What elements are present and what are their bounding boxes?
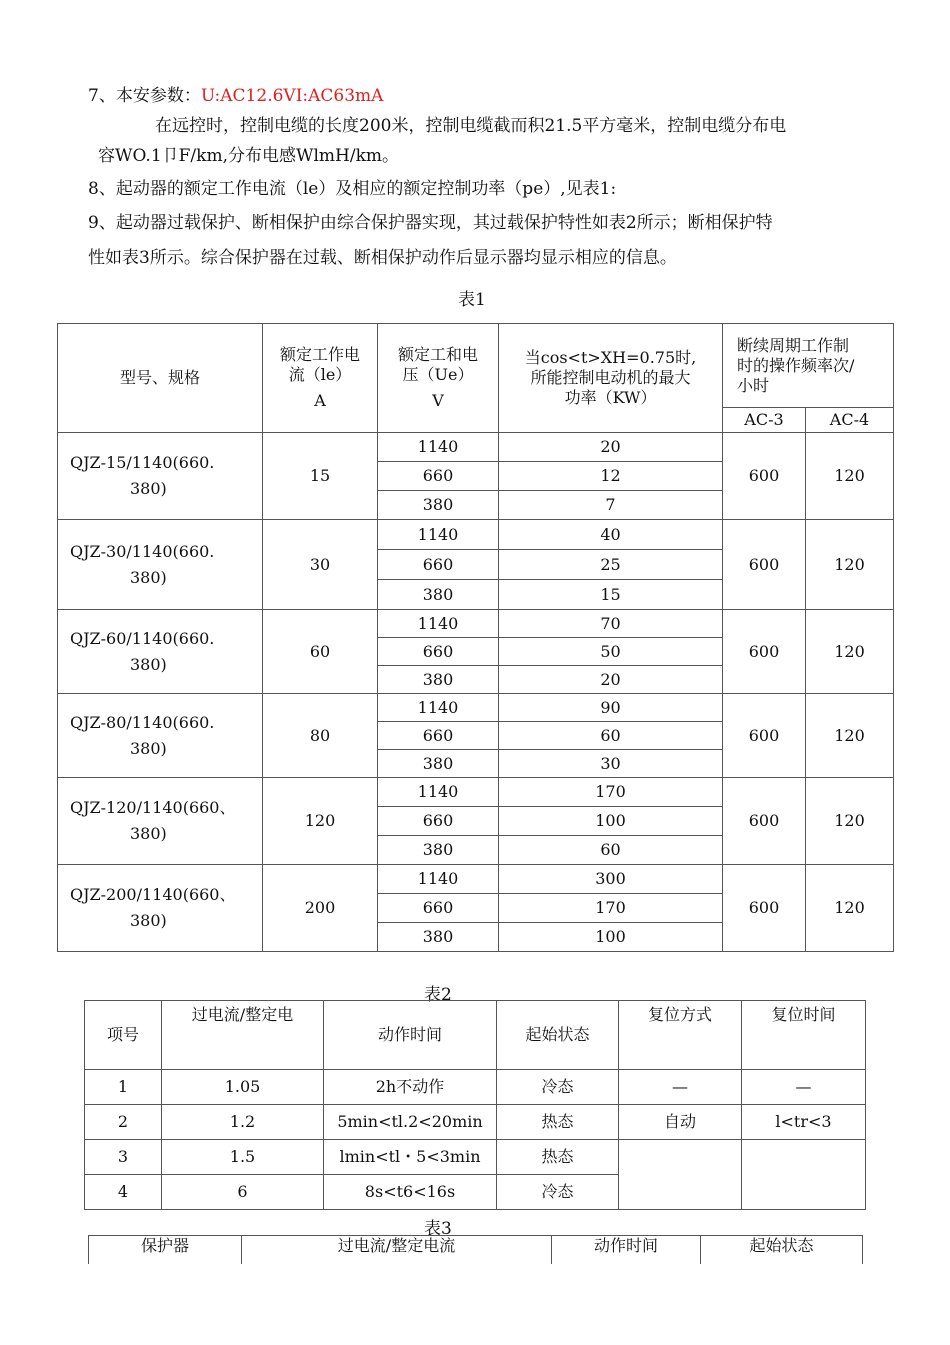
t2-state: 冷态: [497, 1175, 619, 1210]
t1-power-cell: [499, 520, 723, 610]
t1-header-current: 额定工作电 流（le） A: [263, 324, 378, 433]
t1-voltage: 660: [378, 806, 498, 835]
t1-current-cell: 15: [263, 433, 378, 520]
t2-state: 热态: [497, 1105, 619, 1140]
t1-model-cell: [58, 433, 263, 520]
t1-voltage: 660: [378, 893, 498, 922]
t1-power: 60: [499, 835, 722, 864]
t1-power: 300: [595, 869, 626, 888]
t1-model-b: 380): [130, 567, 167, 587]
t1-voltage: 1140: [417, 614, 459, 633]
table-row: [85, 1070, 866, 1105]
t1-power-cell: [499, 694, 723, 778]
t3-header-state: 起始状态: [701, 1236, 863, 1264]
p9-line2: 性如表3所示。综合保护器在过载、断相保护动作后显示器均显示相应的信息。: [88, 248, 677, 268]
t1-voltage: 1140: [417, 869, 459, 888]
p7-line3: 容WO.1卩F/km,分布电感WlmH/km。: [98, 146, 399, 166]
t1-model-a: QJZ-30/1140(660.: [70, 541, 215, 561]
t1-model-cell: [58, 610, 263, 694]
t2-item: 4: [85, 1175, 162, 1210]
t1-power: 25: [499, 549, 722, 579]
t1-current-cell: 60: [263, 610, 378, 694]
paragraph-8: 8、起动器的额定工作电流（le）及相应的额定控制功率（pe）,见表1:: [88, 179, 617, 199]
t1-power: 7: [499, 490, 722, 519]
t1-voltage-cell: [378, 865, 499, 952]
t1-voltage: 380: [378, 922, 498, 951]
t1-voltage-cell: [378, 520, 499, 610]
t1-power: 30: [499, 749, 722, 777]
t1-power-cell: [499, 433, 723, 520]
t1-power: 20: [499, 665, 722, 693]
table3-caption: 表3: [424, 1219, 452, 1239]
t1-header-voltage: 额定工和电 压（Ue） V: [378, 324, 499, 433]
t1-power: 12: [499, 461, 722, 490]
t1-model-a: QJZ-200/1140(660、: [70, 885, 236, 904]
t1-header-ac3: AC-3: [723, 408, 806, 433]
t1-voltage-cell: [378, 433, 499, 520]
t1-current-cell: 200: [263, 865, 378, 952]
t1-power: 100: [499, 922, 722, 951]
t1-model-b: 380): [130, 654, 167, 674]
t2-state: 冷态: [497, 1070, 619, 1105]
t1-power: 20: [600, 437, 621, 456]
t1-voltage-cell: [378, 694, 499, 778]
t1-ac4-cell: 120: [806, 778, 894, 865]
t1-model-a: QJZ-80/1140(660.: [70, 712, 215, 732]
table-row: [58, 610, 894, 694]
t1-power-cell: [499, 778, 723, 865]
t2-ratio: 1.2: [162, 1105, 324, 1140]
t1-model-cell: [58, 778, 263, 865]
t2-header-state: 起始状态: [497, 1001, 619, 1070]
t1-voltage: 1140: [417, 525, 459, 544]
t2-header-reset: 复位方式: [619, 1001, 742, 1070]
p9-line1: 9、起动器过载保护、断相保护由综合保护器实现，其过载保护特性如表2所示；断相保护特: [88, 213, 773, 233]
t1-header-frequency: 断续周期工作制 时的操作频率次/ 小时: [723, 324, 894, 408]
table-1: [57, 323, 894, 952]
t1-model-b: 380): [130, 738, 167, 758]
t1-model-cell: [58, 520, 263, 610]
t1-model-cell: [58, 694, 263, 778]
t1-voltage: 660: [378, 549, 498, 579]
t2-reset-time-empty: [742, 1140, 866, 1210]
t1-ac3-cell: 600: [723, 610, 806, 694]
t1-voltage: 380: [378, 579, 498, 609]
t1-voltage: 1140: [417, 698, 459, 717]
t1-ac3-cell: 600: [723, 520, 806, 610]
t1-model-a: QJZ-15/1140(660.: [70, 453, 215, 472]
table-row: [85, 1140, 866, 1175]
t1-power: 60: [499, 721, 722, 749]
t1-power-cell: [499, 610, 723, 694]
t1-power-cell: [499, 865, 723, 952]
t1-voltage: 660: [378, 721, 498, 749]
p7-label: 7、本安参数：: [88, 86, 201, 106]
t2-reset-time: —: [742, 1070, 866, 1105]
t1-power: 170: [499, 893, 722, 922]
t1-ac3-cell: 600: [723, 865, 806, 952]
t1-ac4-cell: 120: [806, 865, 894, 952]
p7-line2: 在远控时，控制电缆的长度200米，控制电缆截而积21.5平方毫米，控制电缆分布电: [155, 116, 787, 136]
t1-current-cell: 30: [263, 520, 378, 610]
t2-ratio: 1.5: [162, 1140, 324, 1175]
t1-voltage-cell: [378, 610, 499, 694]
t1-power: 15: [499, 579, 722, 609]
t3-header-ratio: 过电流/整定电流: [242, 1236, 552, 1264]
t1-voltage: 1140: [417, 782, 459, 801]
t1-ac4-cell: 120: [806, 520, 894, 610]
table-row: [58, 520, 894, 610]
t1-voltage: 380: [378, 490, 498, 519]
t2-ratio: 6: [162, 1175, 324, 1210]
table-row: [58, 433, 894, 520]
paragraph-7: [88, 84, 383, 108]
t1-model-b: 380): [130, 824, 167, 843]
table-2: [84, 1000, 866, 1210]
t2-item: 3: [85, 1140, 162, 1175]
t1-header-ac4: AC-4: [806, 408, 894, 433]
t2-item: 1: [85, 1070, 162, 1105]
t1-model-b: 380): [130, 911, 167, 930]
t2-reset: —: [619, 1070, 742, 1105]
t1-ac3-cell: 600: [723, 778, 806, 865]
t3-header-time: 动作时间: [552, 1236, 701, 1264]
t1-header-power: 当cos<t>XH=0.75时, 所能控制电动机的最大 功率（KW）: [499, 324, 723, 433]
table1-caption: 表1: [458, 290, 486, 310]
t1-voltage: 380: [378, 835, 498, 864]
t1-model-a: QJZ-120/1140(660、: [70, 798, 236, 817]
t1-voltage: 380: [378, 749, 498, 777]
t1-header-model: 型号、规格: [58, 324, 263, 433]
t2-state: 热态: [497, 1140, 619, 1175]
t2-reset-empty: [619, 1140, 742, 1210]
t1-voltage: 660: [378, 637, 498, 665]
t1-power: 70: [600, 614, 621, 633]
t1-model-a: QJZ-60/1140(660.: [70, 628, 215, 648]
t2-time: 5min<tl.2<20min: [324, 1105, 497, 1140]
t1-current-cell: 120: [263, 778, 378, 865]
t1-power: 50: [499, 637, 722, 665]
t1-voltage: 1140: [417, 437, 459, 456]
t1-ac3-cell: 600: [723, 433, 806, 520]
table-row: [58, 778, 894, 865]
t2-ratio: 1.05: [162, 1070, 324, 1105]
table-row: [58, 694, 894, 778]
t1-current-cell: 80: [263, 694, 378, 778]
t1-ac4-cell: 120: [806, 694, 894, 778]
t2-header-reset-time: 复位时间: [742, 1001, 866, 1070]
t3-header-protector: 保护器: [89, 1236, 242, 1264]
t1-model-b: 380): [130, 479, 167, 498]
p7-value: U:AC12.6VI:AC63mA: [200, 86, 384, 106]
t2-time: 8s<t6<16s: [324, 1175, 497, 1210]
table-3: [88, 1235, 863, 1264]
t2-time: lmin<tl・5<3min: [324, 1140, 497, 1175]
t1-model-cell: [58, 865, 263, 952]
t1-power: 170: [595, 782, 626, 801]
t2-item: 2: [85, 1105, 162, 1140]
t1-power: 100: [499, 806, 722, 835]
t1-ac3-cell: 600: [723, 694, 806, 778]
table-row: [58, 865, 894, 952]
t2-time: 2h不动作: [324, 1070, 497, 1105]
t1-voltage: 660: [378, 461, 498, 490]
t2-reset: 自动: [619, 1105, 742, 1140]
t2-header-ratio: 过电流/整定电: [162, 1001, 324, 1070]
t1-voltage-cell: [378, 778, 499, 865]
t2-header-item: 项号: [85, 1001, 162, 1070]
t1-voltage: 380: [378, 665, 498, 693]
t2-header-time: 动作时间: [324, 1001, 497, 1070]
t1-power: 90: [600, 698, 621, 717]
t2-reset-time: l<tr<3: [742, 1105, 866, 1140]
table2-caption: 表2: [424, 985, 452, 1005]
t1-ac4-cell: 120: [806, 433, 894, 520]
t1-ac4-cell: 120: [806, 610, 894, 694]
t1-power: 40: [600, 525, 621, 544]
table-row: [85, 1105, 866, 1140]
